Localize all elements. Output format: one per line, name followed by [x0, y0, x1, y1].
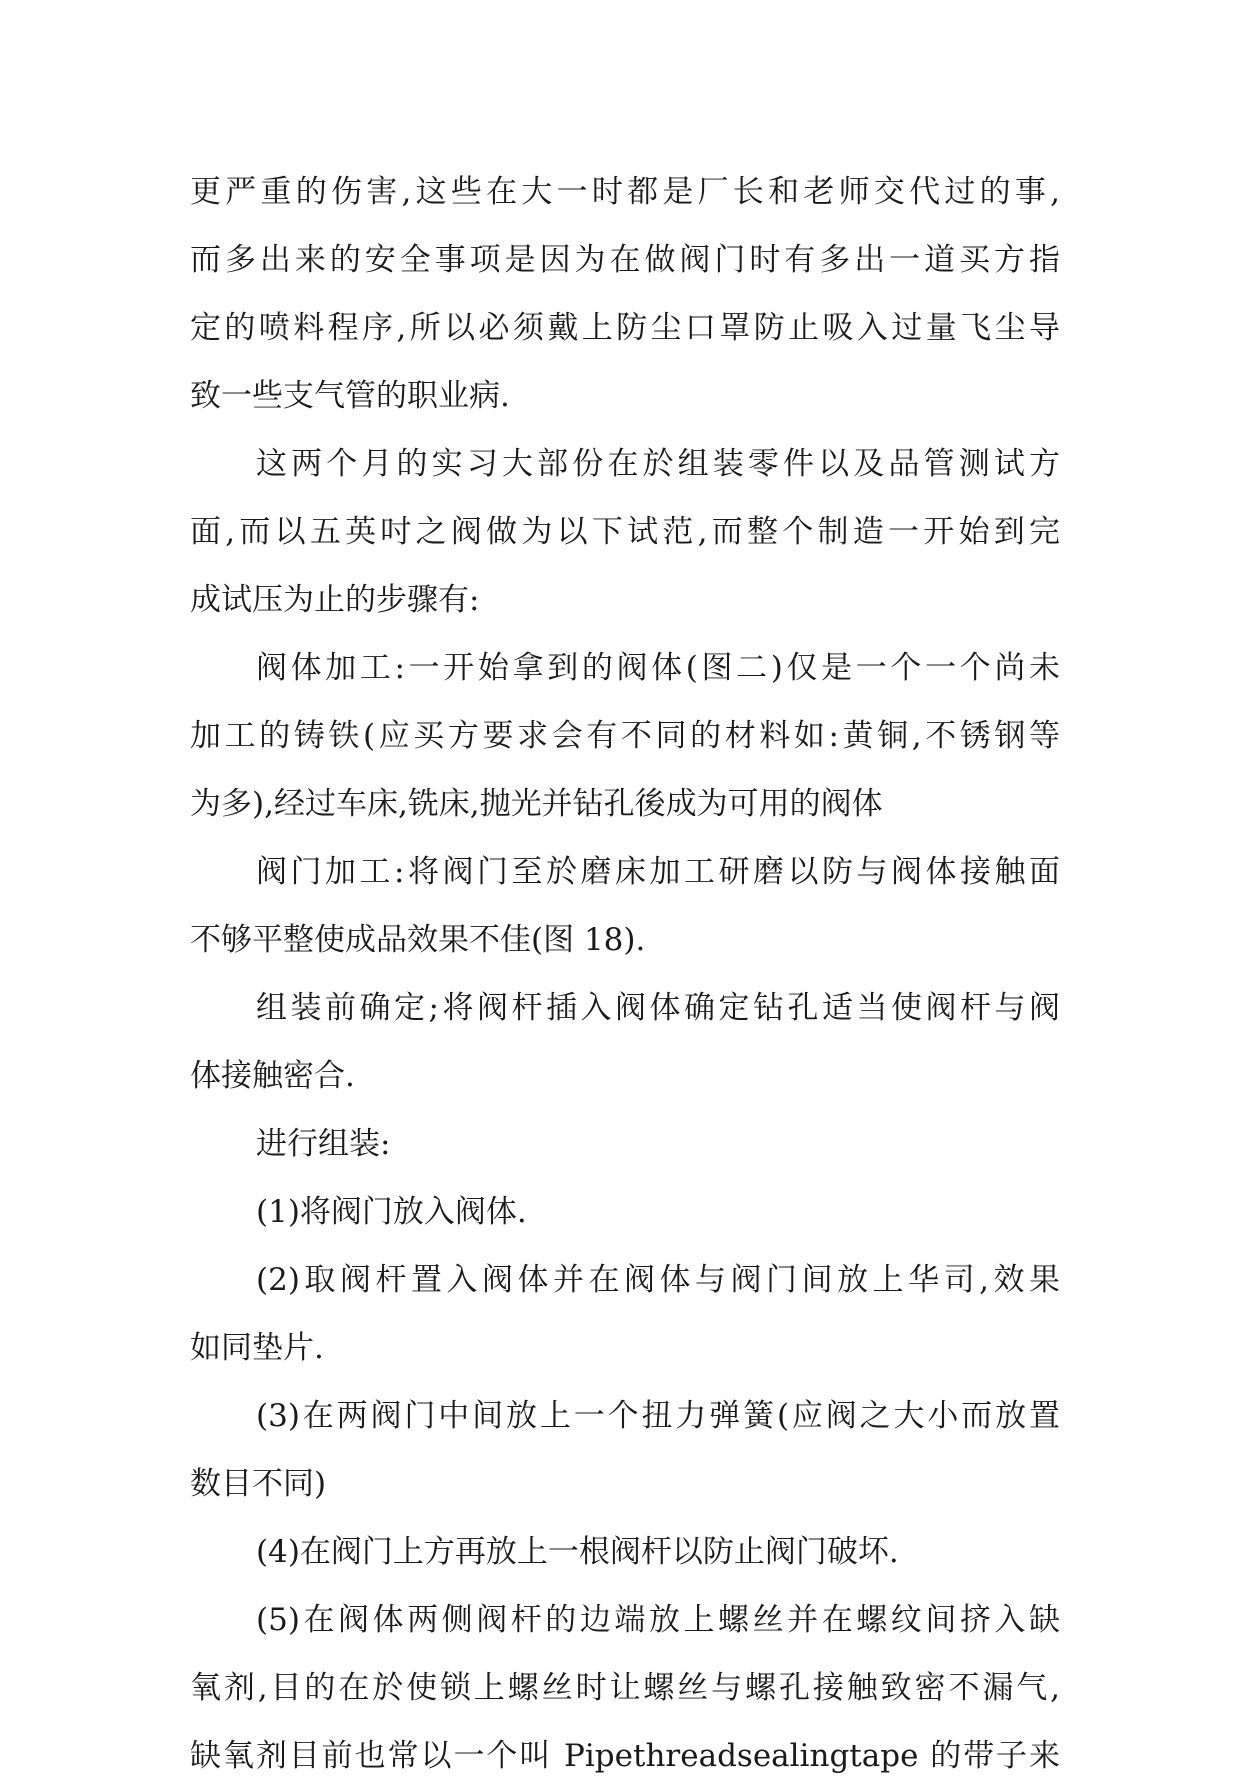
step-line: (3)在两阀门中间放上一个扭力弹簧(应阀之大小而放置	[256, 1398, 1060, 1434]
text-line: 体接触密合.	[190, 1058, 355, 1094]
step-line: (4)在阀门上方再放上一根阀杆以防止阀门破坏.	[256, 1534, 899, 1570]
paragraph-start-line: 阀门加工:将阀门至於磨床加工研磨以防与阀体接触面	[256, 854, 1060, 890]
paragraph-start-line: 阀体加工:一开始拿到的阀体(图二)仅是一个一个尚未	[256, 650, 1060, 686]
text-line: 定的喷料程序,所以必须戴上防尘口罩防止吸入过量飞尘导	[190, 310, 1060, 346]
text-line: 致一些支气管的职业病.	[190, 378, 510, 414]
step-line: (1)将阀门放入阀体.	[256, 1194, 527, 1230]
paragraph-start-line: 进行组装:	[256, 1126, 391, 1162]
paragraph-start-line: 组装前确定;将阀杆插入阀体确定钻孔适当使阀杆与阀	[256, 990, 1060, 1026]
text-line: 为多),经过车床,铣床,抛光并钻孔後成为可用的阀体	[190, 786, 883, 822]
text-line: 更严重的伤害,这些在大一时都是厂长和老师交代过的事,	[190, 174, 1060, 210]
paragraph-start-line: 这两个月的实习大部份在於组装零件以及品管测试方	[256, 446, 1060, 482]
text-line: 面,而以五英吋之阀做为以下试范,而整个制造一开始到完	[190, 514, 1060, 550]
text-line: 氧剂,目的在於使锁上螺丝时让螺丝与螺孔接触致密不漏气,	[190, 1670, 1060, 1706]
step-line: (5)在阀体两侧阀杆的边端放上螺丝并在螺纹间挤入缺	[256, 1602, 1060, 1638]
text-line: 成试压为止的步骤有:	[190, 582, 480, 618]
body-text	[190, 158, 1060, 1790]
text-line: 加工的铸铁(应买方要求会有不同的材料如:黄铜,不锈钢等	[190, 718, 1060, 754]
text-line: 缺氧剂目前也常以一个叫 Pipethreadsealingtape 的带子来	[190, 1738, 1060, 1774]
step-line: (2)取阀杆置入阀体并在阀体与阀门间放上华司,效果	[256, 1262, 1060, 1298]
text-line: 数目不同)	[190, 1466, 327, 1502]
text-line: 而多出来的安全事项是因为在做阀门时有多出一道买方指	[190, 242, 1060, 278]
text-line: 不够平整使成品效果不佳(图 18).	[190, 922, 646, 958]
text-line: 如同垫片.	[190, 1330, 324, 1366]
